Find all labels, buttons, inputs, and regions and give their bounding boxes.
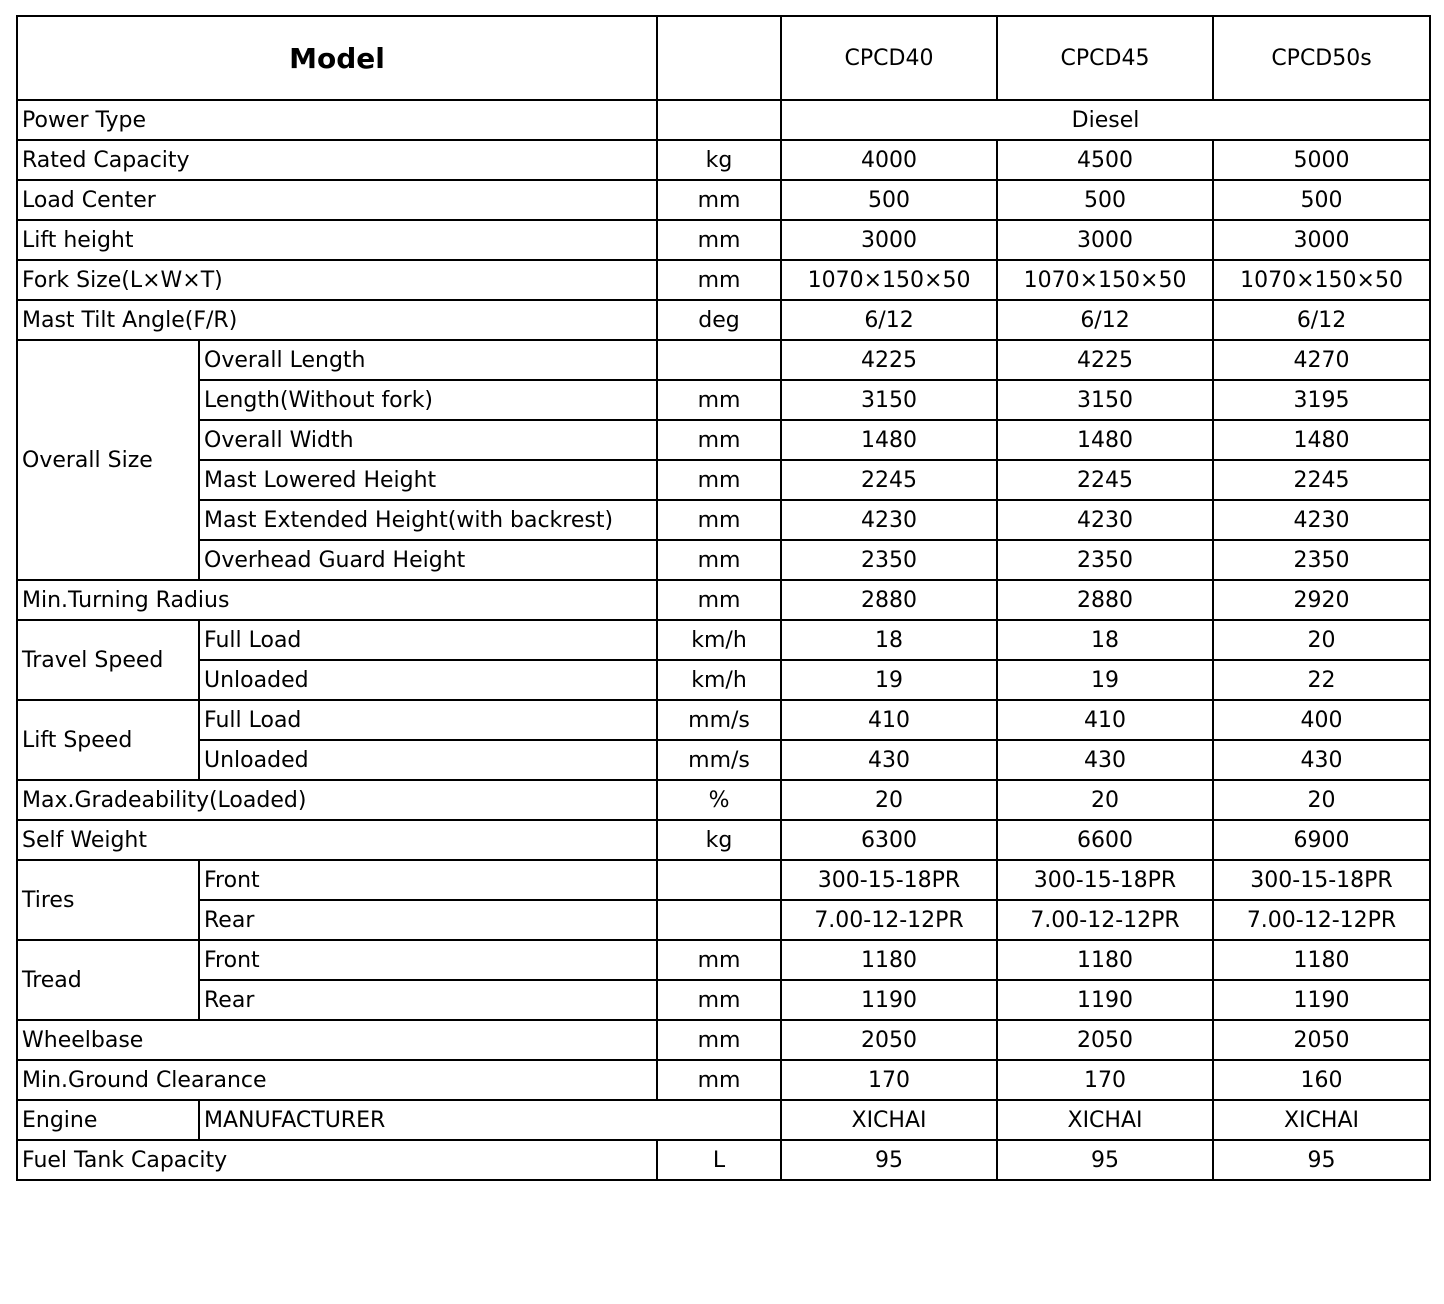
unit-cell: mm/s [657,700,781,740]
unit-cell: mm/s [657,740,781,780]
row-label: Engine [17,1100,199,1140]
row-label: Rated Capacity [17,140,657,180]
value-cell: 5000 [1213,140,1430,180]
value-cell: 1480 [1213,420,1430,460]
value-cell: 1190 [997,980,1213,1020]
value-cell: 4230 [997,500,1213,540]
value-cell: 2920 [1213,580,1430,620]
value-cell: 430 [781,740,997,780]
unit-cell: mm [657,540,781,580]
unit-cell: mm [657,180,781,220]
value-cell: XICHAI [997,1100,1213,1140]
value-cell: 6/12 [1213,300,1430,340]
sub-label: Mast Extended Height(with backrest) [199,500,657,540]
value-cell: 4500 [997,140,1213,180]
table-row [17,700,1430,740]
spec-table [16,15,1431,1181]
value-cell: 6600 [997,820,1213,860]
value-cell: 4270 [1213,340,1430,380]
table-row [17,580,1430,620]
unit-cell [657,860,781,900]
row-label: Self Weight [17,820,657,860]
sub-label: Overhead Guard Height [199,540,657,580]
table-row [17,860,1430,900]
row-label: Power Type [17,100,657,140]
header-unit-cell [657,16,781,100]
table-row [17,180,1430,220]
unit-cell: deg [657,300,781,340]
table-row [17,460,1430,500]
value-cell: 1190 [781,980,997,1020]
value-cell: 20 [997,780,1213,820]
unit-cell: mm [657,380,781,420]
value-cell: 2050 [781,1020,997,1060]
value-cell: 19 [997,660,1213,700]
value-cell: 1180 [997,940,1213,980]
value-cell: 1480 [781,420,997,460]
sub-label: Unloaded [199,740,657,780]
value-cell: 3150 [997,380,1213,420]
value-cell: 20 [1213,620,1430,660]
value-cell: 6300 [781,820,997,860]
model-header: CPCD40 [781,16,997,100]
value-cell: 430 [1213,740,1430,780]
power-type-value: Diesel [781,100,1430,140]
sub-label: Unloaded [199,660,657,700]
table-row [17,340,1430,380]
value-cell: 400 [1213,700,1430,740]
row-label: Lift height [17,220,657,260]
value-cell: 1480 [997,420,1213,460]
value-cell: 4000 [781,140,997,180]
value-cell: 1070×150×50 [997,260,1213,300]
sub-label: Rear [199,980,657,1020]
row-label: Wheelbase [17,1020,657,1060]
value-cell: 95 [997,1140,1213,1180]
unit-cell [657,900,781,940]
header-row [17,16,1430,100]
table-row [17,1140,1430,1180]
value-cell: 22 [1213,660,1430,700]
row-label: Min.Turning Radius [17,580,657,620]
value-cell: 3000 [997,220,1213,260]
group-label: Lift Speed [17,700,199,780]
value-cell: 160 [1213,1060,1430,1100]
value-cell: 7.00-12-12PR [997,900,1213,940]
value-cell: 300-15-18PR [1213,860,1430,900]
value-cell: 3195 [1213,380,1430,420]
unit-cell: mm [657,1060,781,1100]
sub-label: Length(Without fork) [199,380,657,420]
value-cell: 19 [781,660,997,700]
unit-cell: mm [657,260,781,300]
unit-cell: mm [657,460,781,500]
table-row [17,620,1430,660]
table-row [17,420,1430,460]
table-row [17,260,1430,300]
unit-cell: kg [657,820,781,860]
value-cell: 3150 [781,380,997,420]
value-cell: 95 [1213,1140,1430,1180]
table-row [17,980,1430,1020]
value-cell: 20 [1213,780,1430,820]
value-cell: 2350 [1213,540,1430,580]
group-label: Travel Speed [17,620,199,700]
model-header: CPCD45 [997,16,1213,100]
value-cell: 1070×150×50 [781,260,997,300]
value-cell: 170 [997,1060,1213,1100]
unit-cell: % [657,780,781,820]
sub-label: Overall Width [199,420,657,460]
value-cell: 500 [1213,180,1430,220]
table-row [17,660,1430,700]
value-cell: 170 [781,1060,997,1100]
unit-cell [657,340,781,380]
value-cell: 430 [997,740,1213,780]
value-cell: 410 [997,700,1213,740]
value-cell: 4230 [1213,500,1430,540]
unit-cell: mm [657,500,781,540]
value-cell: XICHAI [781,1100,997,1140]
sub-label: Front [199,940,657,980]
table-row [17,1020,1430,1060]
value-cell: 500 [781,180,997,220]
value-cell: 18 [781,620,997,660]
unit-cell: kg [657,140,781,180]
unit-cell: km/h [657,660,781,700]
sub-label: Full Load [199,620,657,660]
value-cell: 2245 [997,460,1213,500]
value-cell: XICHAI [1213,1100,1430,1140]
unit-cell: mm [657,980,781,1020]
value-cell: 1180 [1213,940,1430,980]
value-cell: 300-15-18PR [781,860,997,900]
value-cell: 1190 [1213,980,1430,1020]
value-cell: 3000 [1213,220,1430,260]
value-cell: 1070×150×50 [1213,260,1430,300]
sub-label: Full Load [199,700,657,740]
group-label: Tires [17,860,199,940]
value-cell: 1180 [781,940,997,980]
value-cell: 4225 [781,340,997,380]
unit-cell [657,100,781,140]
value-cell: 2350 [781,540,997,580]
model-label: Model [17,16,657,100]
unit-cell: mm [657,940,781,980]
value-cell: 4225 [997,340,1213,380]
model-header: CPCD50s [1213,16,1430,100]
sub-label: Overall Length [199,340,657,380]
sub-label: Front [199,860,657,900]
unit-cell: mm [657,1020,781,1060]
value-cell: 2245 [781,460,997,500]
table-row [17,780,1430,820]
row-label: Max.Gradeability(Loaded) [17,780,657,820]
value-cell: 4230 [781,500,997,540]
unit-cell: km/h [657,620,781,660]
sub-label: Rear [199,900,657,940]
table-row [17,100,1430,140]
table-row [17,900,1430,940]
value-cell: 300-15-18PR [997,860,1213,900]
unit-cell: L [657,1140,781,1180]
table-row [17,380,1430,420]
table-row [17,140,1430,180]
unit-cell: mm [657,580,781,620]
group-label: Overall Size [17,340,199,580]
value-cell: 7.00-12-12PR [781,900,997,940]
table-row [17,940,1430,980]
value-cell: 2350 [997,540,1213,580]
value-cell: 2245 [1213,460,1430,500]
table-row [17,1060,1430,1100]
value-cell: 2880 [781,580,997,620]
unit-cell: mm [657,420,781,460]
value-cell: 2050 [1213,1020,1430,1060]
value-cell: 500 [997,180,1213,220]
row-label: Fuel Tank Capacity [17,1140,657,1180]
value-cell: 410 [781,700,997,740]
value-cell: 6/12 [781,300,997,340]
value-cell: 2050 [997,1020,1213,1060]
value-cell: 7.00-12-12PR [1213,900,1430,940]
value-cell: 20 [781,780,997,820]
group-label: Tread [17,940,199,1020]
value-cell: 6900 [1213,820,1430,860]
table-row [17,1100,1430,1140]
table-row [17,220,1430,260]
sub-label: MANUFACTURER [199,1100,781,1140]
table-row [17,300,1430,340]
value-cell: 6/12 [997,300,1213,340]
table-row [17,740,1430,780]
sub-label: Mast Lowered Height [199,460,657,500]
value-cell: 2880 [997,580,1213,620]
table-row [17,540,1430,580]
row-label: Fork Size(L×W×T) [17,260,657,300]
row-label: Min.Ground Clearance [17,1060,657,1100]
table-row [17,500,1430,540]
row-label: Load Center [17,180,657,220]
value-cell: 18 [997,620,1213,660]
table-row [17,820,1430,860]
value-cell: 95 [781,1140,997,1180]
value-cell: 3000 [781,220,997,260]
unit-cell: mm [657,220,781,260]
row-label: Mast Tilt Angle(F/R) [17,300,657,340]
